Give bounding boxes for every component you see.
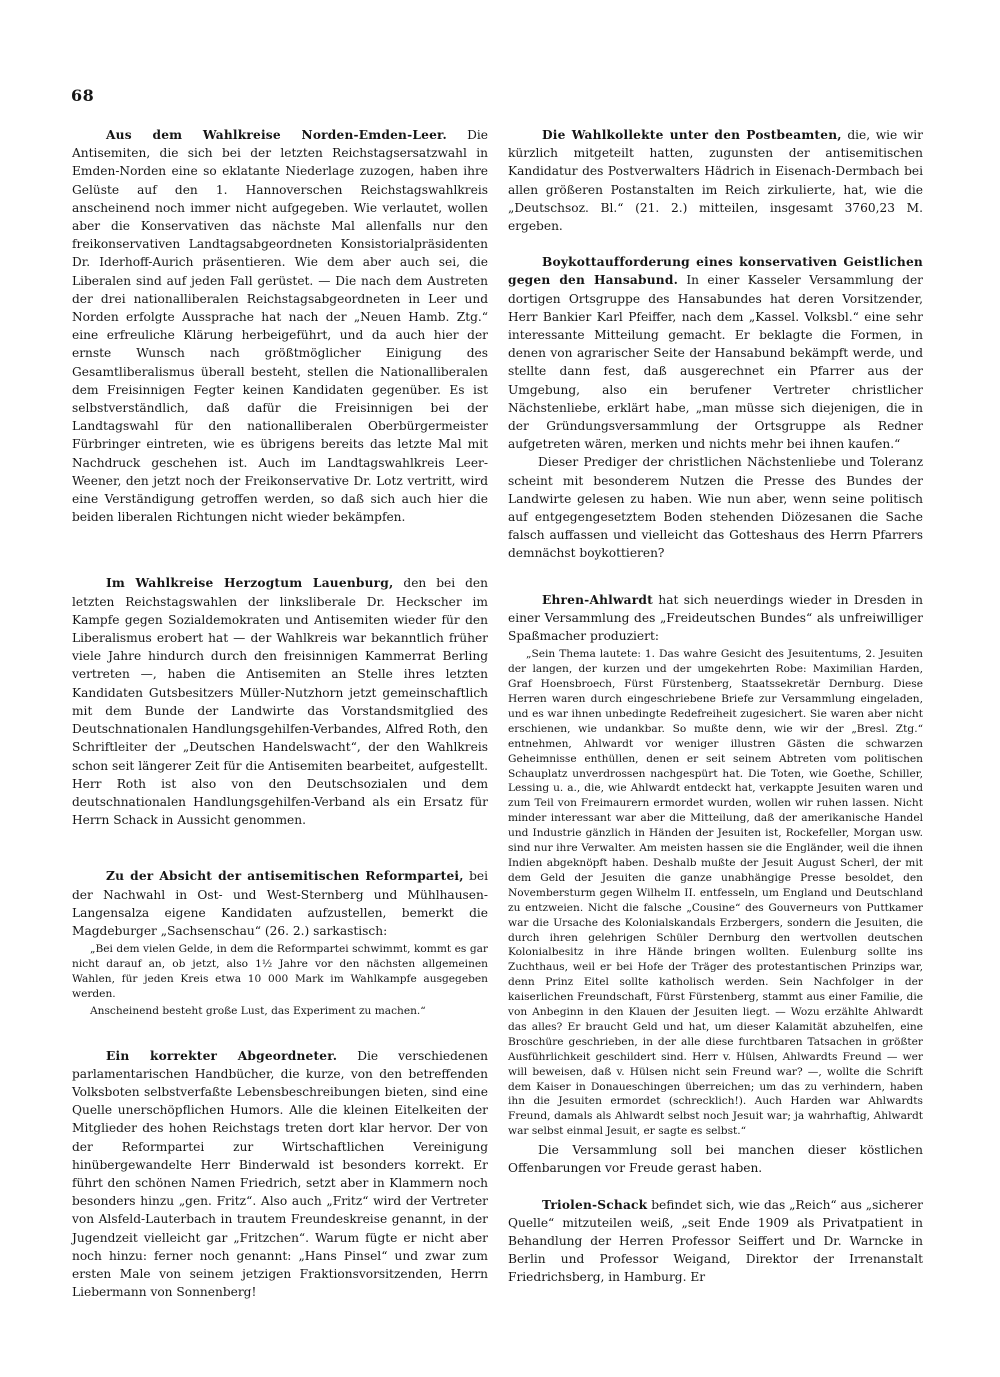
left-column	[72, 126, 488, 1320]
article-headline: Aus dem Wahlkreise Norden-Emden-Leer.	[106, 128, 447, 142]
article-text: Die Antisemiten, die sich bei der letzten Reichstagsersatzwahl in Emden-Norden eine so eklatante Niederlage zuzogen, haben ihre Gelüste auf den 1. Hannoverschen Reichstagswahlkreis anscheinend noch immer nicht aufgegeben. Wie verlautet, wollen aber die Konservativen das nächste Mal allenfalls nur den freikonservativen Landtagsabgeordneten Konsistorialpräsidenten Dr. Iderhoff-Aurich präsentieren. Wie dem aber auch sei, die Liberalen sind auf jeden Fall gerüstet. — Die nach dem Austreten der drei nationalliberalen Reichstagsabgeordneten in Leer und Norden erfolgte Aussprache hat nach der „Neuen Hamb. Ztg.“ eine erfreuliche Klärung herbeigeführt, und da auch hier der ernste Wunsch nach größtmöglicher Einigung des Gesamtliberalismus überall besteht, stellen die Nationalliberalen dem Freisinnigen Fegter keinen Kandidaten gegenüber. Es ist selbstverständlich, daß dafür die Freisinnigen bei der Landtagswahl für den nationalliberalen Oberbürgermeister Fürbringer eintreten, wie es übrigens bereits das letzte Mal mit Nachdruck geschehen ist. Auch im Landtagswahlkreis Leer-Weener, den jetzt noch der Freikonservative Dr. Lotz vertritt, wird eine Verständigung getroffen werden, so daß sich auch hier die beiden liberalen Richtungen nicht wieder bekämpfen.	[72, 128, 488, 525]
article-text: bei der Nachwahl in Ost- und West-Sternberg und Mühlhausen-Langensalza eigene Kandidaten aufzustellen, bemerkt die Magdeburger „Sachsenschau“ (26. 2.) sarkastisch:	[72, 869, 488, 938]
article-text: hat sich neuerdings wieder in Dresden in einer Versammlung des „Freideutschen Bundes“ als unfreiwilliger Spaßmacher produziert:	[508, 592, 923, 644]
article-triolen-schack	[508, 1196, 923, 1287]
article-wahlkollekte	[508, 126, 923, 235]
quote-paragraph: „Sein Thema lautete: 1. Das wahre Gesicht des Jesuitentums, 2. Jesuiten der langen, der kurzen und der umgekehrten Robe: Maximilian Harden, Graf Hoensbroech, Fürst Fürstenberg, Staatssekretär Dernburg. Diese Herren waren durch eingeschriebene Briefe zur Versammlung eingeladen, und es war ihnen unbedingte Redefreiheit zugesichert. Sie waren aber nicht erschienen, wie undankbar. So mußte denn, wie wir der „Bresl. Ztg.“ entnehmen, Ahlwardt vor weniger illustren Gästen die schwarzen Geheimnisse enthüllen, denen er seit seinem Abtreten vom politischen Schauplatz unverdrossen nachgespürt hat. Die Toten, wie Goethe, Schiller, Lessing u. a., die, wie Ahlwardt entdeckt hat, verkappte Jesuiten waren und zum Teil von Freimaurern ermordet wurden, wollen wir ruhen lassen. Nicht minder interessant war aber die Mitteilung, daß der amerikanische Handel und Industrie gänzlich in Händen der Jesuiten ist, Rockefeller, Morgan usw. sind nur ihre Verwalter. Am meisten hassen sie die Engländer, weil die ihnen Indien abgeknöpft haben. Deshalb mußte der Jesuit August Scherl, der mit dem Geld der Jesuiten die ganze unabhängige Presse besoldet, den Novembersturm gegen Wilhelm II. entfesseln, um England und Deutschland zu entzweien. Nicht die falsche „Cousine“ des Gouverneurs von Puttkamer war die Ursache des Kolonialskandals Erzbergers, sondern die Jesuiten, die durch ihren gelehrigen Schüler Dernburg den wertvollen deutschen Kolonialbesitz in ihre Hände bringen wollten. Eulenburg sollte ins Zuchthaus, weil er bei Hofe der Träger des protestantischen Prinzips war, denn Prinz Eitel sollte katholisch werden. Sein Nachfolger in der kaiserlichen Freundschaft, Fürst Fürstenberg, stammt aus einer Familie, die von Anbeginn in den Klauen der Jesuiten liegt. — Wozu erzählte Ahlwardt das alles? Er braucht Geld und hat, um dieser Kalamität abzuhelfen, eine Broschüre geschrieben, in der alle diese furchtbaren Tatsachen in größter Ausführlichkeit geschildert sind. Herr v. Hülsen, Ahlwardts Freund — wer will beweisen, daß v. Hülsen nicht sein Freund war? —, wollte die Schrift dem Kaiser in Donaueschingen überreichen; um das zu verhindern, haben ihn die Jesuiten ermordet (schrecklich!). Auch Harden war Ahlwardts Freund, damals als Ahlwardt selbst noch Jesuit war; ja wahrhaftig, Ahlwardt war selbst einmal Jesuit, er sagte es selbst.“	[508, 648, 923, 1138]
article-paragraph	[508, 591, 923, 646]
article-headline: Boykottaufforderung eines konservativen Geistlichen gegen den Hansabund.	[508, 255, 923, 288]
article-headline: Zu der Absicht der antisemitischen Reformpartei,	[106, 869, 464, 884]
article-paragraph: Die Versammlung soll bei manchen dieser köstlichen Offenbarungen vor Freude gerast haben.	[508, 1143, 923, 1176]
page-number: 68	[71, 86, 95, 105]
article-paragraph	[508, 126, 923, 235]
article-ehren-ahlwardt	[508, 591, 923, 1178]
article-headline: Triolen-Schack	[542, 1197, 648, 1212]
article-paragraph	[508, 253, 923, 453]
section-gap	[72, 1037, 488, 1047]
article-boykottaufforderung	[508, 253, 923, 562]
right-column	[508, 126, 923, 1305]
quote-paragraph: Anscheinend besteht große Lust, das Experiment zu machen.“	[90, 1004, 426, 1017]
article-paragraph	[72, 126, 488, 526]
quote-paragraph: „Bei dem vielen Gelde, in dem die Reformpartei schwimmt, kommt es gar nicht darauf an, ob jetzt, also 1½ Jahre vor den nächsten allgemeinen Wahlen, für jeden Kreis etwa 10 000 Mark im Wahlkampfe ausgegeben werden.	[72, 943, 488, 1000]
article-paragraph	[72, 1047, 488, 1302]
article-text: In einer Kasseler Versammlung der dortigen Ortsgruppe des Hansabundes hat deren Vorsitzender, Herr Bankier Karl Pfeiffer, nach dem „Kassel. Volksbl.“ eine sehr interessante Mitteilung gemacht. Er beklagte die Formen, in denen von agrarischer Seite der Hansabund bekämpft werde, und stellte dann fest, daß ausgerechnet ein Pfarrer aus der Umgebung, also ein berufener Vertreter christlicher Nächstenliebe, erklärt habe, „man müsse sich diejenigen, die in der Gründungsversammlung der Ortsgruppe als Redner aufgetreten wären, merken und nichts mehr bei ihnen kaufen.“	[508, 273, 924, 452]
section-gap	[72, 544, 488, 574]
section-gap	[72, 847, 488, 867]
article-korrekter-abgeordneter	[72, 1047, 488, 1302]
article-text: die, wie wir kürzlich mitgeteilt hatten, zugunsten der antisemitischen Kandidatur des Postverwalters Hädrich in Eisenach-Dermbach bei allen größeren Postanstalten im Reich zirkulierte, hat, wie die „Deutschsoz. Bl.“ (21. 2.) mitteilen, insgesamt 3760,23 M. ergeben.	[508, 128, 924, 234]
article-headline: Im Wahlkreise Herzogtum Lauenburg,	[106, 576, 394, 591]
article-paragraph	[72, 574, 488, 829]
article-text: Die verschiedenen parlamentarischen Handbücher, die kurze, von den betreffenden Volksboten selbstverfaßte Lebensbeschreibungen bieten, sind eine Quelle unerschöpflichen Humors. Alle die kleinen Eitelkeiten der Mitglieder des hohen Reichstags treten dort klar hervor. Der von der Reformpartei zur Wirtschaftlichen Vereinigung hinübergewandelte Herr Binderwald ist besonders korrekt. Er führt den schönen Namen Friedrich, setzt aber in Klammern noch besonders hinzu „gen. Fritz“. Also auch „Fritz“ wird der Vertreter von Alsfeld-Lauterbach in trautem Freundeskreise genannt, in der Jugendzeit vielleicht gar „Fritzchen“. Warum fügte er nicht aber noch hinzu: ferner noch genannt: „Hans Pinsel“ und zwar zum ersten Male von seinem jetzigen Fraktionsvorsitzenden, Herrn Liebermann von Sonnenberg!	[72, 1048, 489, 1300]
article-paragraph: Dieser Prediger der christlichen Nächstenliebe und Toleranz scheint mit besonderem Nutzen die Presse des Bundes der Landwirte gelesen zu haben. Wie nun aber, wenn seine politisch auf entgegengesetztem Boden stehenden Diözesanen die Sache falsch auffassen und vielleicht das Gotteshaus des Herrn Pfarrers demnächst boykottieren?	[508, 455, 923, 561]
article-text: den bei den letzten Reichstagswahlen der linksliberale Dr. Heckscher im Kampfe gegen Sozialdemokraten und Antisemiten wieder für den Liberalismus erobert hat — der Wahlkreis war bekanntlich früher viele Jahre hindurch durch den freisinnigen Kammerrat Berling vertreten —, haben die Antisemiten an Stelle ihres letzten Kandidaten Gutsbesitzers Müller-Nutzhorn jetzt gemeinschaftlich mit dem Bunde der Landwirte das Vorstandsmitglied des Deutschnationalen Handlungsgehilfen-Verbandes, Alfred Roth, den Schriftleiter der „Deutschen Handelswacht“, der den Wahlkreis schon seit längerer Zeit für die Antisemiten bearbeitet, aufgestellt. Herr Roth ist also von den Deutschsozialen und dem deutschnationalen Handlungsgehilfen-Verband als ein Ersatz für Herrn Schack in Aussicht genommen.	[72, 576, 488, 828]
article-headline: Die Wahlkollekte unter den Postbeamten,	[542, 128, 842, 142]
article-headline: Ein korrekter Abgeordneter.	[106, 1048, 338, 1063]
article-headline: Ehren-Ahlwardt	[542, 592, 653, 607]
article-paragraph	[508, 1196, 923, 1287]
section-gap	[508, 581, 923, 591]
article-text: befindet sich, wie das „Reich“ aus „sicherer Quelle“ mitzuteilen weiß, „seit Ende 1909 als Privatpatient in Behandlung der Herren Professor Seiffert und Dr. Warncke in Berlin und Professor Weigand, Direktor der Irrenanstalt Friedrichsberg, in Hamburg. Er	[508, 1197, 923, 1285]
article-norden-emden-leer	[72, 126, 488, 526]
article-paragraph	[72, 867, 488, 940]
article-herzogtum-lauenburg	[72, 574, 488, 829]
article-reformpartei	[72, 867, 488, 1018]
